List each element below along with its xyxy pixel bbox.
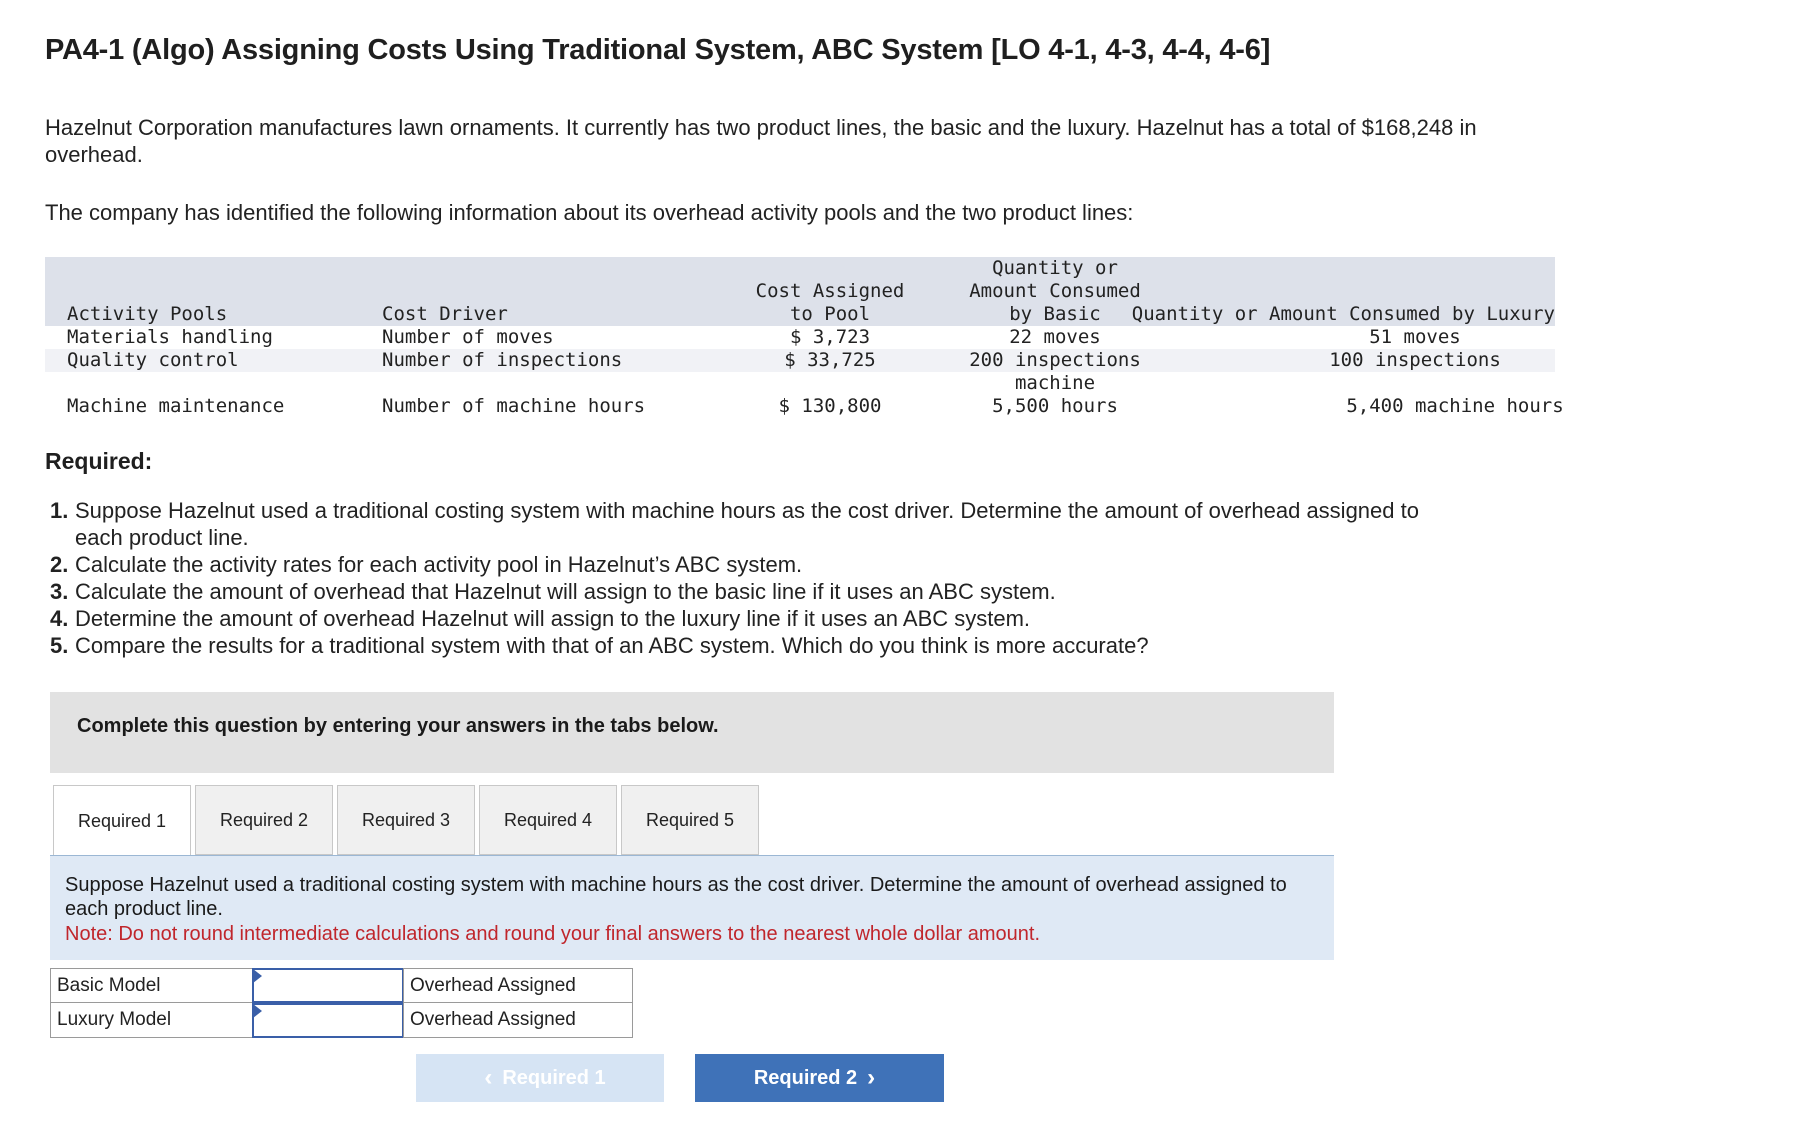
item-number: 1. (50, 498, 69, 523)
cell-luxury: 51 moves (1369, 326, 1461, 348)
cell-activity: Quality control (67, 349, 239, 371)
list-item (45, 605, 1425, 632)
list-item (45, 497, 1425, 551)
row-label: Basic Model (50, 968, 253, 1003)
row-suffix: Overhead Assigned (403, 1003, 633, 1038)
header-basic-3: by Basic (1009, 303, 1101, 325)
item-text: Calculate the amount of overhead that Hazelnut will assign to the basic line if it uses an ABC system. (75, 579, 1056, 604)
cell-basic: 22 moves (1009, 326, 1101, 348)
cell-basic-2: 5,500 hours (992, 395, 1118, 417)
item-number: 5. (50, 633, 69, 658)
header-cost-1: Cost Assigned (755, 280, 905, 302)
complete-text: Complete this question by entering your answers in the tabs below. (77, 715, 719, 737)
item-number: 2. (50, 552, 69, 577)
cell-basic: 200 inspections (969, 349, 1141, 371)
item-text: Compare the results for a traditional system with that of an ABC system. Which do you think is more accurate? (75, 633, 1149, 658)
item-number: 4. (50, 606, 69, 631)
tab-required-2[interactable]: Required 2 (195, 785, 333, 855)
lead-text: The company has identified the following information about its overhead activity pools and the two product lines: (45, 200, 1134, 225)
next-button[interactable] (695, 1054, 944, 1102)
header-driver: Cost Driver (382, 303, 508, 325)
header-basic-2: Amount Consumed (969, 280, 1141, 302)
cell-activity: Materials handling (67, 326, 273, 348)
header-basic-1: Quantity or (992, 257, 1118, 279)
instruction-text: Suppose Hazelnut used a traditional costing system with machine hours as the cost driver. Determine the amount of overhead assigned to each product line. (65, 874, 1287, 920)
cell-driver: Number of machine hours (382, 395, 646, 417)
cell-cost: $ 3,723 (789, 326, 871, 348)
basic-overhead-input[interactable] (254, 969, 402, 1002)
cell-basic-1: machine (1014, 372, 1096, 394)
row-suffix: Overhead Assigned (403, 968, 633, 1003)
tab-required-5[interactable]: Required 5 (621, 785, 759, 855)
chevron-left-icon: ‹ (484, 1064, 493, 1091)
next-label: Required 2 (753, 1066, 858, 1089)
list-item (45, 578, 1425, 605)
item-number: 3. (50, 579, 69, 604)
chevron-right-icon: › (867, 1064, 876, 1091)
table-header (45, 257, 1555, 326)
table-row (45, 326, 1555, 349)
item-text: Calculate the activity rates for each activity pool in Hazelnut’s ABC system. (75, 552, 803, 577)
luxury-overhead-input[interactable] (254, 1004, 402, 1037)
prev-label: Required 1 (502, 1066, 606, 1089)
cell-activity: Machine maintenance (67, 395, 285, 417)
luxury-overhead-input-cell[interactable] (252, 1003, 404, 1038)
table-row (45, 349, 1555, 372)
row-label: Luxury Model (50, 1003, 253, 1038)
instruction-panel (50, 855, 1334, 960)
tab-required-4[interactable]: Required 4 (479, 785, 617, 855)
header-activity: Activity Pools (67, 303, 228, 325)
cell-luxury: 5,400 machine hours (1346, 395, 1564, 417)
cell-driver: Number of moves (382, 326, 554, 348)
required-heading: Required: (45, 448, 153, 474)
item-text: Determine the amount of overhead Hazelnut will assign to the luxury line if it uses an ABC system. (75, 606, 1031, 631)
instruction-note: Note: Do not round intermediate calculations and round your final answers to the nearest whole dollar amount. (65, 923, 1041, 945)
activity-table (45, 257, 1564, 418)
page-title: PA4-1 (Algo) Assigning Costs Using Traditional System, ABC System [LO 4-1, 4-3, 4-4, 4-6] (45, 34, 1271, 66)
requirements-list (45, 497, 1425, 659)
basic-overhead-input-cell[interactable] (252, 968, 404, 1003)
intro-text: Hazelnut Corporation manufactures lawn ornaments. It currently has two product lines, the basic and the luxury. Hazelnut has a total of $168,248 in overhead. (45, 115, 1477, 167)
cell-luxury: 100 inspections (1329, 349, 1501, 371)
list-item (45, 632, 1425, 659)
tab-required-1[interactable]: Required 1 (53, 785, 191, 857)
prev-button[interactable] (416, 1054, 664, 1102)
cell-cost: $ 130,800 (778, 395, 882, 417)
table-row (45, 372, 1564, 418)
tab-required-3[interactable]: Required 3 (337, 785, 475, 855)
complete-banner (50, 692, 1334, 773)
cell-driver: Number of inspections (382, 349, 623, 371)
cell-cost: $ 33,725 (784, 349, 876, 371)
list-item (45, 551, 1425, 578)
item-text: Suppose Hazelnut used a traditional costing system with machine hours as the cost driver. Determine the amount of overhead assigned to each product line. (75, 498, 1419, 550)
header-cost-2: to Pool (789, 303, 871, 325)
header-luxury: Quantity or Amount Consumed by Luxury (1131, 303, 1555, 325)
